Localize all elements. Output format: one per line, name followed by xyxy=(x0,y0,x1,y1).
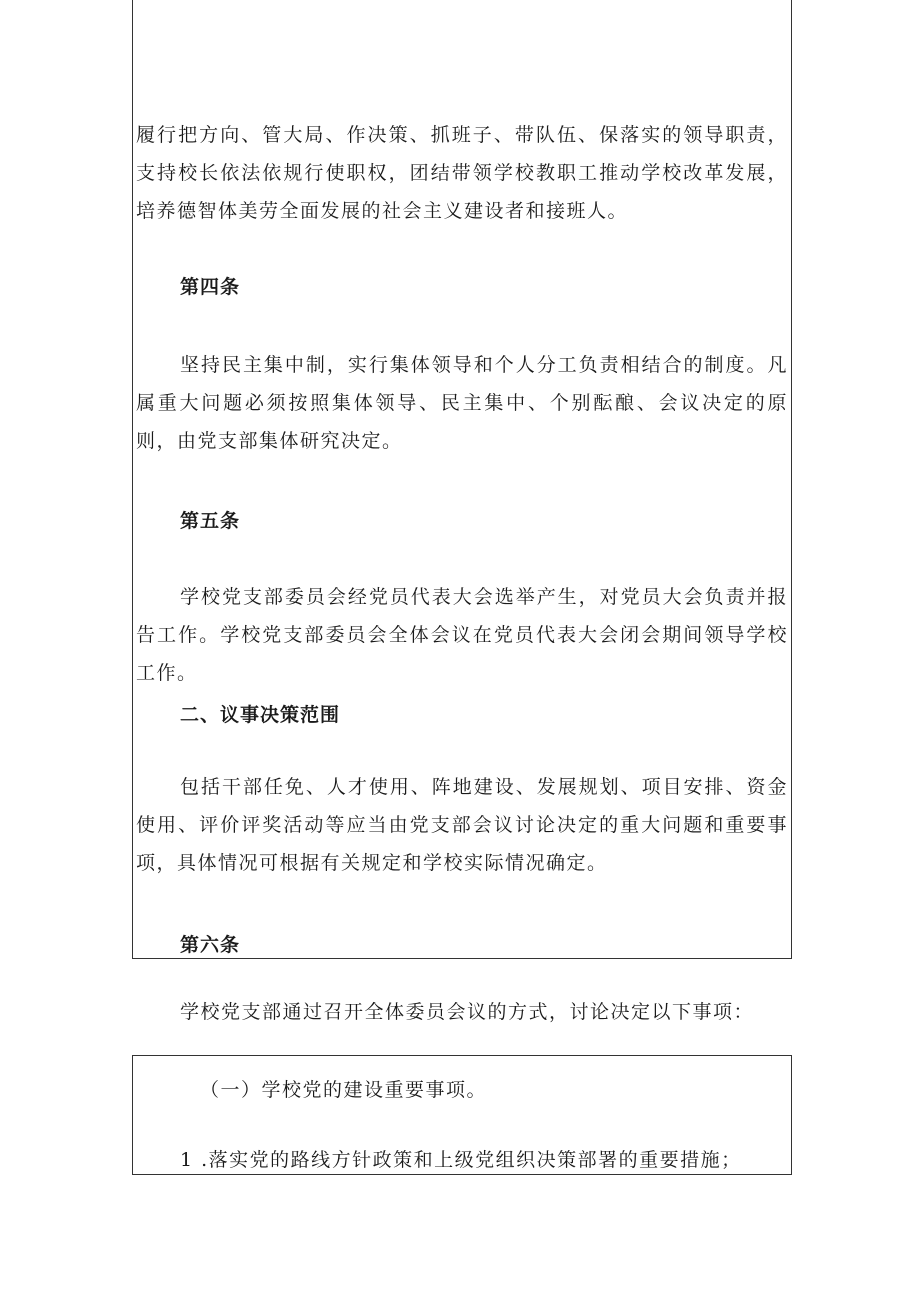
list-item-1: 1 .落实党的路线方针政策和上级党组织决策部署的重要措施； xyxy=(180,1149,742,1171)
paragraph-democratic-centralism: 坚持民主集中制，实行集体领导和个人分工负责相结合的制度。凡属重大问题必须按照集体领导、民主集中、个别酝酿、会议决定的原则，由党支部集体研究决定。 xyxy=(136,354,788,452)
paragraph-decision-scope: 包括干部任免、人才使用、阵地建设、发展规划、项目安排、资金使用、评价评奖活动等应当由党支部会议讨论决定的重大问题和重要事项，具体情况可根据有关规定和学校实际情况确定。 xyxy=(136,776,788,874)
heading-article-5: 第五条 xyxy=(180,510,241,532)
heading-section-2: 二、议事决策范围 xyxy=(180,704,341,726)
paragraph-meeting-method: 学校党支部通过召开全体委员会议的方式，讨论决定以下事项： xyxy=(180,1001,755,1023)
list-heading-party-building: （一）学校党的建设重要事项。 xyxy=(200,1079,488,1101)
heading-article-4: 第四条 xyxy=(180,276,241,298)
heading-article-6: 第六条 xyxy=(180,934,241,956)
paragraph-committee: 学校党支部委员会经党员代表大会选举产生，对党员大会负责并报告工作。学校党支部委员会全体会议在党员代表大会闭会期间领导学校工作。 xyxy=(136,586,788,684)
paragraph-duties: 履行把方向、管大局、作决策、抓班子、带队伍、保落实的领导职责，支持校长依法依规行使职权，团结带领学校教职工推动学校改革发展，培养德智体美劳全面发展的社会主义建设者和接班人。 xyxy=(136,124,788,222)
